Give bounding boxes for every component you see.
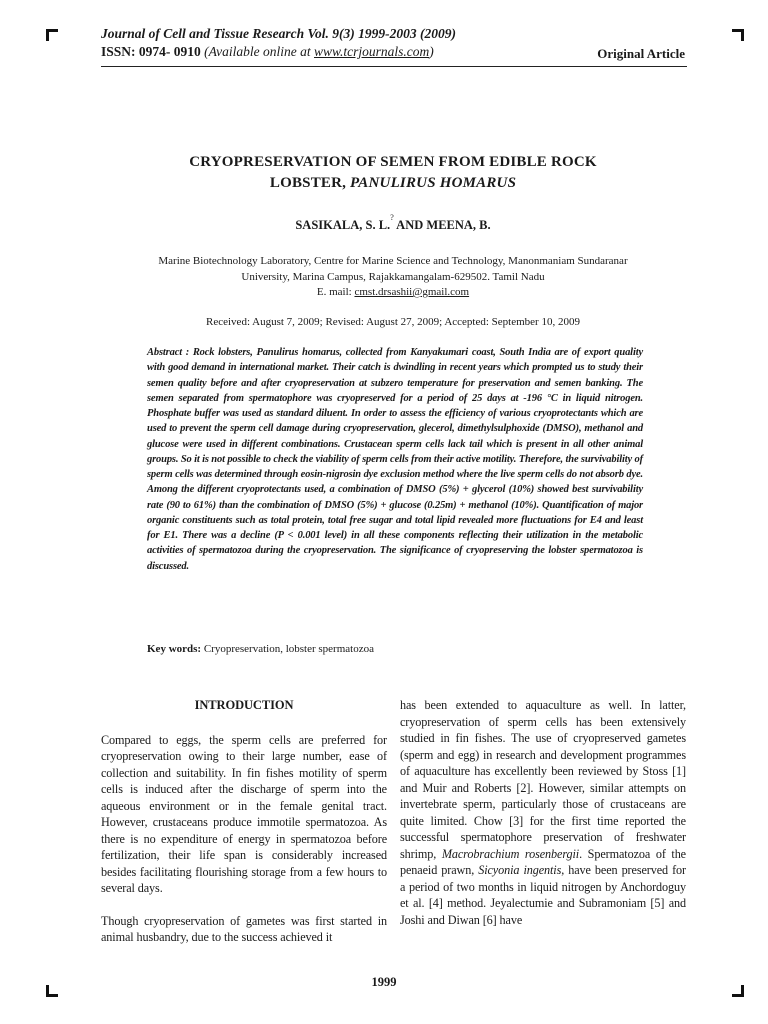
paper-title bbox=[100, 152, 686, 194]
crop-mark-top-right bbox=[732, 29, 744, 41]
author-first: SASIKALA, S. L. bbox=[295, 218, 391, 233]
issn: ISSN: 0974- 0910 bbox=[101, 44, 201, 59]
author-second: AND MEENA, B. bbox=[393, 218, 491, 233]
intro-paragraph-1: Compared to eggs, the sperm cells are preferred for cryopreservation owing to their large number, ease of collection and suitability. In fin fishes motility of sperm cells is induced after the discharge of sperm into the aqueous environment or in the female genital tract. However, crustaceans produce immotile spermatozoa. As there is no expenditure of energy in spermatozoa before fertilization, their life span is considerably increased besides facilitating flourishing storage from a few hours to several days. bbox=[101, 732, 387, 895]
title-line-2 bbox=[100, 173, 686, 194]
keywords-value: Cryopreservation, lobster spermatozoa bbox=[201, 643, 374, 655]
right-text-2: . Spermatozoa of the penaeid prawn, bbox=[400, 846, 686, 877]
submission-dates: Received: August 7, 2009; Revised: August 27, 2009; Accepted: September 10, 2009 bbox=[206, 316, 580, 328]
species-sicyonia: Sicyonia ingentis bbox=[478, 863, 562, 877]
affiliation-line-1: Marine Biotechnology Laboratory, Centre for Marine Science and Technology, Manonmaniam Sundaranar bbox=[158, 255, 628, 267]
available-online-prefix: (Available online at bbox=[204, 44, 314, 59]
right-column bbox=[400, 697, 686, 928]
species-macrobrachium: Macrobrachium rosenbergii bbox=[441, 846, 580, 861]
email-label: E. mail: bbox=[316, 286, 355, 298]
corresponding-mark: ? bbox=[390, 213, 394, 222]
keywords bbox=[147, 643, 374, 655]
header-divider bbox=[101, 66, 687, 67]
right-paragraph bbox=[400, 697, 686, 928]
affiliation-line-2: University, Marina Campus, Rajakkamangalam-629502. Tamil Nadu bbox=[241, 270, 545, 283]
title-line-1: CRYOPRESERVATION OF SEMEN FROM EDIBLE ROCK bbox=[189, 154, 597, 170]
author-list bbox=[100, 213, 686, 233]
email-link[interactable]: cmst.drsashii@gmail.com bbox=[354, 286, 470, 298]
available-online-suffix: ) bbox=[429, 44, 434, 59]
keywords-label: Key words: bbox=[147, 643, 202, 655]
intro-paragraph-2: Though cryopreservation of gametes was first started in animal husbandry, due to the success achieved it bbox=[101, 913, 387, 944]
article-type: Original Article bbox=[597, 46, 685, 61]
journal-citation: Journal of Cell and Tissue Research Vol. 9(3) 1999-2003 (2009) bbox=[101, 26, 457, 41]
crop-mark-top-left bbox=[46, 29, 58, 41]
right-text-1: has been extended to aquaculture as well. In latter, cryopreservation of sperm cells has been extensively studied in fin fishes. The use of cryopreserved gametes (sperm and egg) in research and development programmes of aquaculture has excellently been reviewed by Stoss [1] and Muir and Roberts [2]. However, similar attempts on invertebrate sperm, particularly those of crustaceans are quite limited. Chow [3] for the first time reported the successful spermatophore preservation of freshwater shrimp, bbox=[400, 698, 686, 861]
email-line bbox=[100, 285, 686, 301]
title-prefix: LOBSTER, bbox=[269, 175, 351, 191]
affiliation bbox=[100, 254, 686, 301]
journal-url-link[interactable]: www.tcrjournals.com bbox=[314, 44, 430, 59]
title-species: PANULIRUS HOMARUS bbox=[350, 175, 517, 191]
introduction-heading: INTRODUCTION bbox=[194, 698, 294, 712]
left-column bbox=[101, 697, 387, 946]
page-number: 1999 bbox=[371, 975, 397, 989]
abstract: Abstract : Rock lobsters, Panulirus homarus, collected from Kanyakumari coast, South India are of export quality with good demand in international market. Their catch is dwindling in recent years which prompted us to study their semen quality before and after cryopreservation at subzero temperature for preservation and semen banking. The semen separated from spermatophore was cryopreserved for a period of 25 days at -196 °C in liquid nitrogen. Phosphate buffer was used as standard diluent. In order to assess the efficiency of various cryoprotectants which are used to prevent the sperm cell damage during cryopreservation, glecerol, dimethylsulphoxide (DMSO), methanol and glucose were used in different combinations. Crustacean sperm cells lack tail which is present in all other animal groups. So it is not possible to check the viability of sperm cells from their active motility. Therefore, the survivability of sperm cells was determined through eosin-nigrosin dye exclusion method where the live sperm cells do not absorb dye. Among the different cryoprotectants used, a combination of DMSO (5%) + glycerol (10%) showed best survivability rate (90 to 61%) than the combination of DMSO (5%) + glucose (0.25m) + methanol (10%). Quantification of major organic constituents such as total protein, total free sugar and total lipid revealed more fluctuations for E4 and least for E1. There was a decline (P < 0.001 level) in all these components reflecting their utilization in the metabolic activities of spermatozoa during the cryopreservation. The significance of cryopreserving the lobster spermatozoa is discussed. bbox=[147, 347, 643, 572]
right-text-3: , have been preserved for a period of two months in liquid nitrogen by Anchordoguy et al. [4] method. Jeyalectumie and Subramoniam [5] and Joshi and Diwan [6] have bbox=[400, 863, 686, 927]
